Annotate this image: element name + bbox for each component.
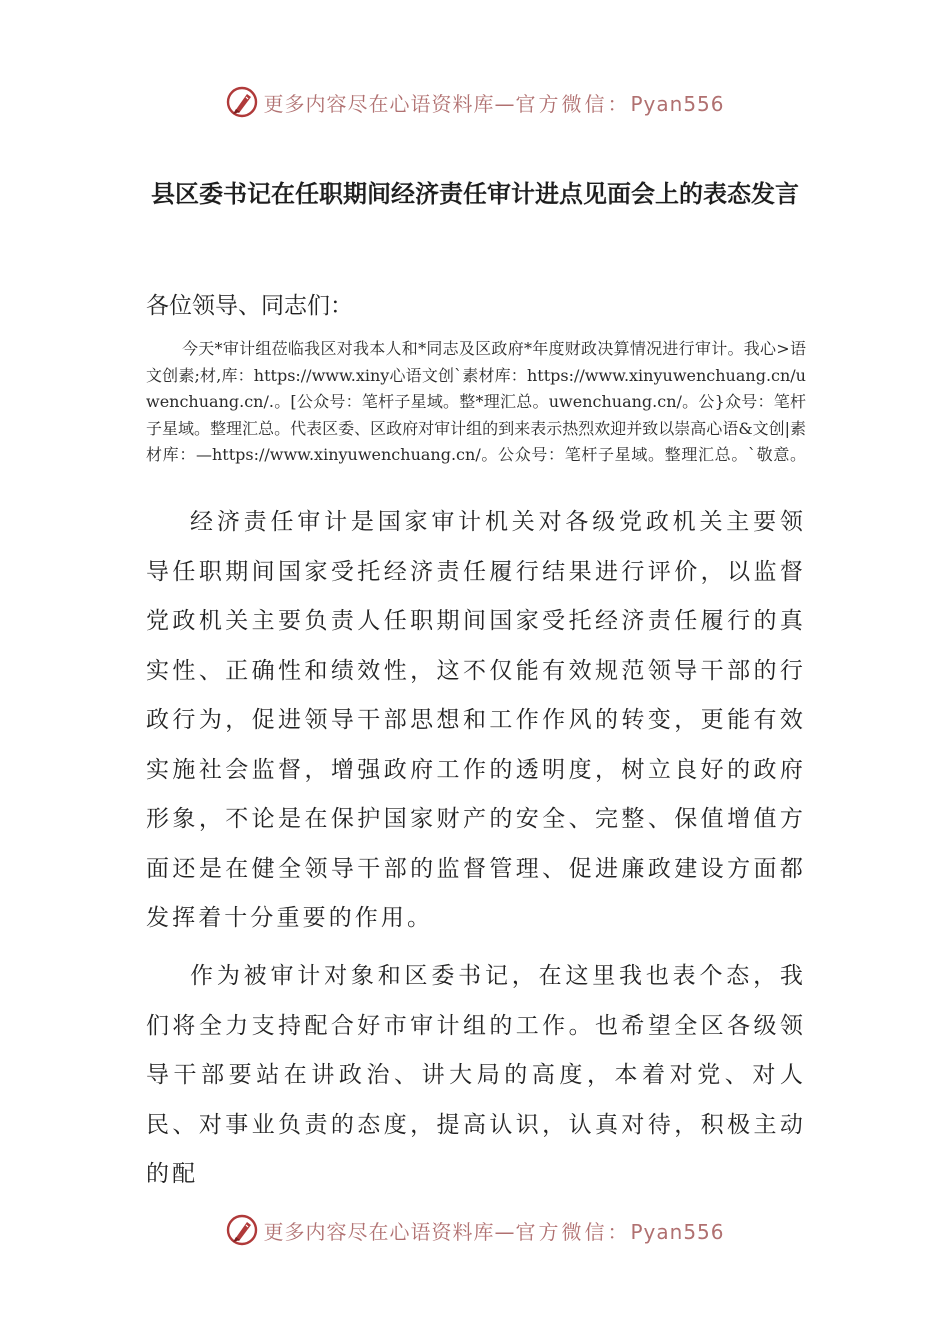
opening-paragraph: 今天*审计组莅临我区对我本人和*同志及区政府*年度财政决算情况进行审计。我心>语文创素;材,库：https://www.xiny心语文创`素材库：https://www.xinyuwenchuang.cn/uwenchuang.cn/.。[公众号：笔杆子星域。整*理汇总。uwenchuang.cn/。公}众号：笔杆子星域。整理汇总。代表区委、区政府对审计组的到来表示热烈欢迎并致以崇高心语&文创|素材库：—https://www.xinyuwenchuang.cn/。公众号：笔杆子星域。整理汇总。`敬意。 [146,339,806,464]
body-paragraph-2: 作为被审计对象和区委书记，在这里我也表个态，我们将全力支持配合好市审计组的工作。也希望全区各级领导干部要站在讲政治、讲大局的高度，本着对党、对人民、对事业负责的态度，提高认识，认真对待，积极主动的配 [146,963,806,1187]
header-banner [0,80,950,124]
banner-text: 更多内容尽在心语资料库—官方微信：Pyan556 [263,91,725,116]
pen-nib-logo-icon [225,1213,259,1247]
document-title: 县区委书记在任职期间经济责任审计进点见面会上的表态发言 [151,179,799,208]
banner-text: 更多内容尽在心语资料库—官方微信：Pyan556 [263,1219,725,1244]
body-paragraph-1: 经济责任审计是国家审计机关对各级党政机关主要领导任职期间国家受托经济责任履行结果进行评价，以监督党政机关主要负责人任职期间国家受托经济责任履行的真实性、正确性和绩效性，这不仅能有效规范领导干部的行政行为，促进领导干部思想和工作作风的转变，更能有效实施社会监督，增强政府工作的透明度，树立良好的政府形象，不论是在保护国家财产的安全、完整、保值增值方面还是在健全领导干部的监督管理、促进廉政建设方面都发挥着十分重要的作用。 [146,509,806,931]
salutation: 各位领导、同志们： [146,293,353,319]
pen-nib-logo-icon [225,85,259,119]
footer-banner [0,1208,950,1252]
